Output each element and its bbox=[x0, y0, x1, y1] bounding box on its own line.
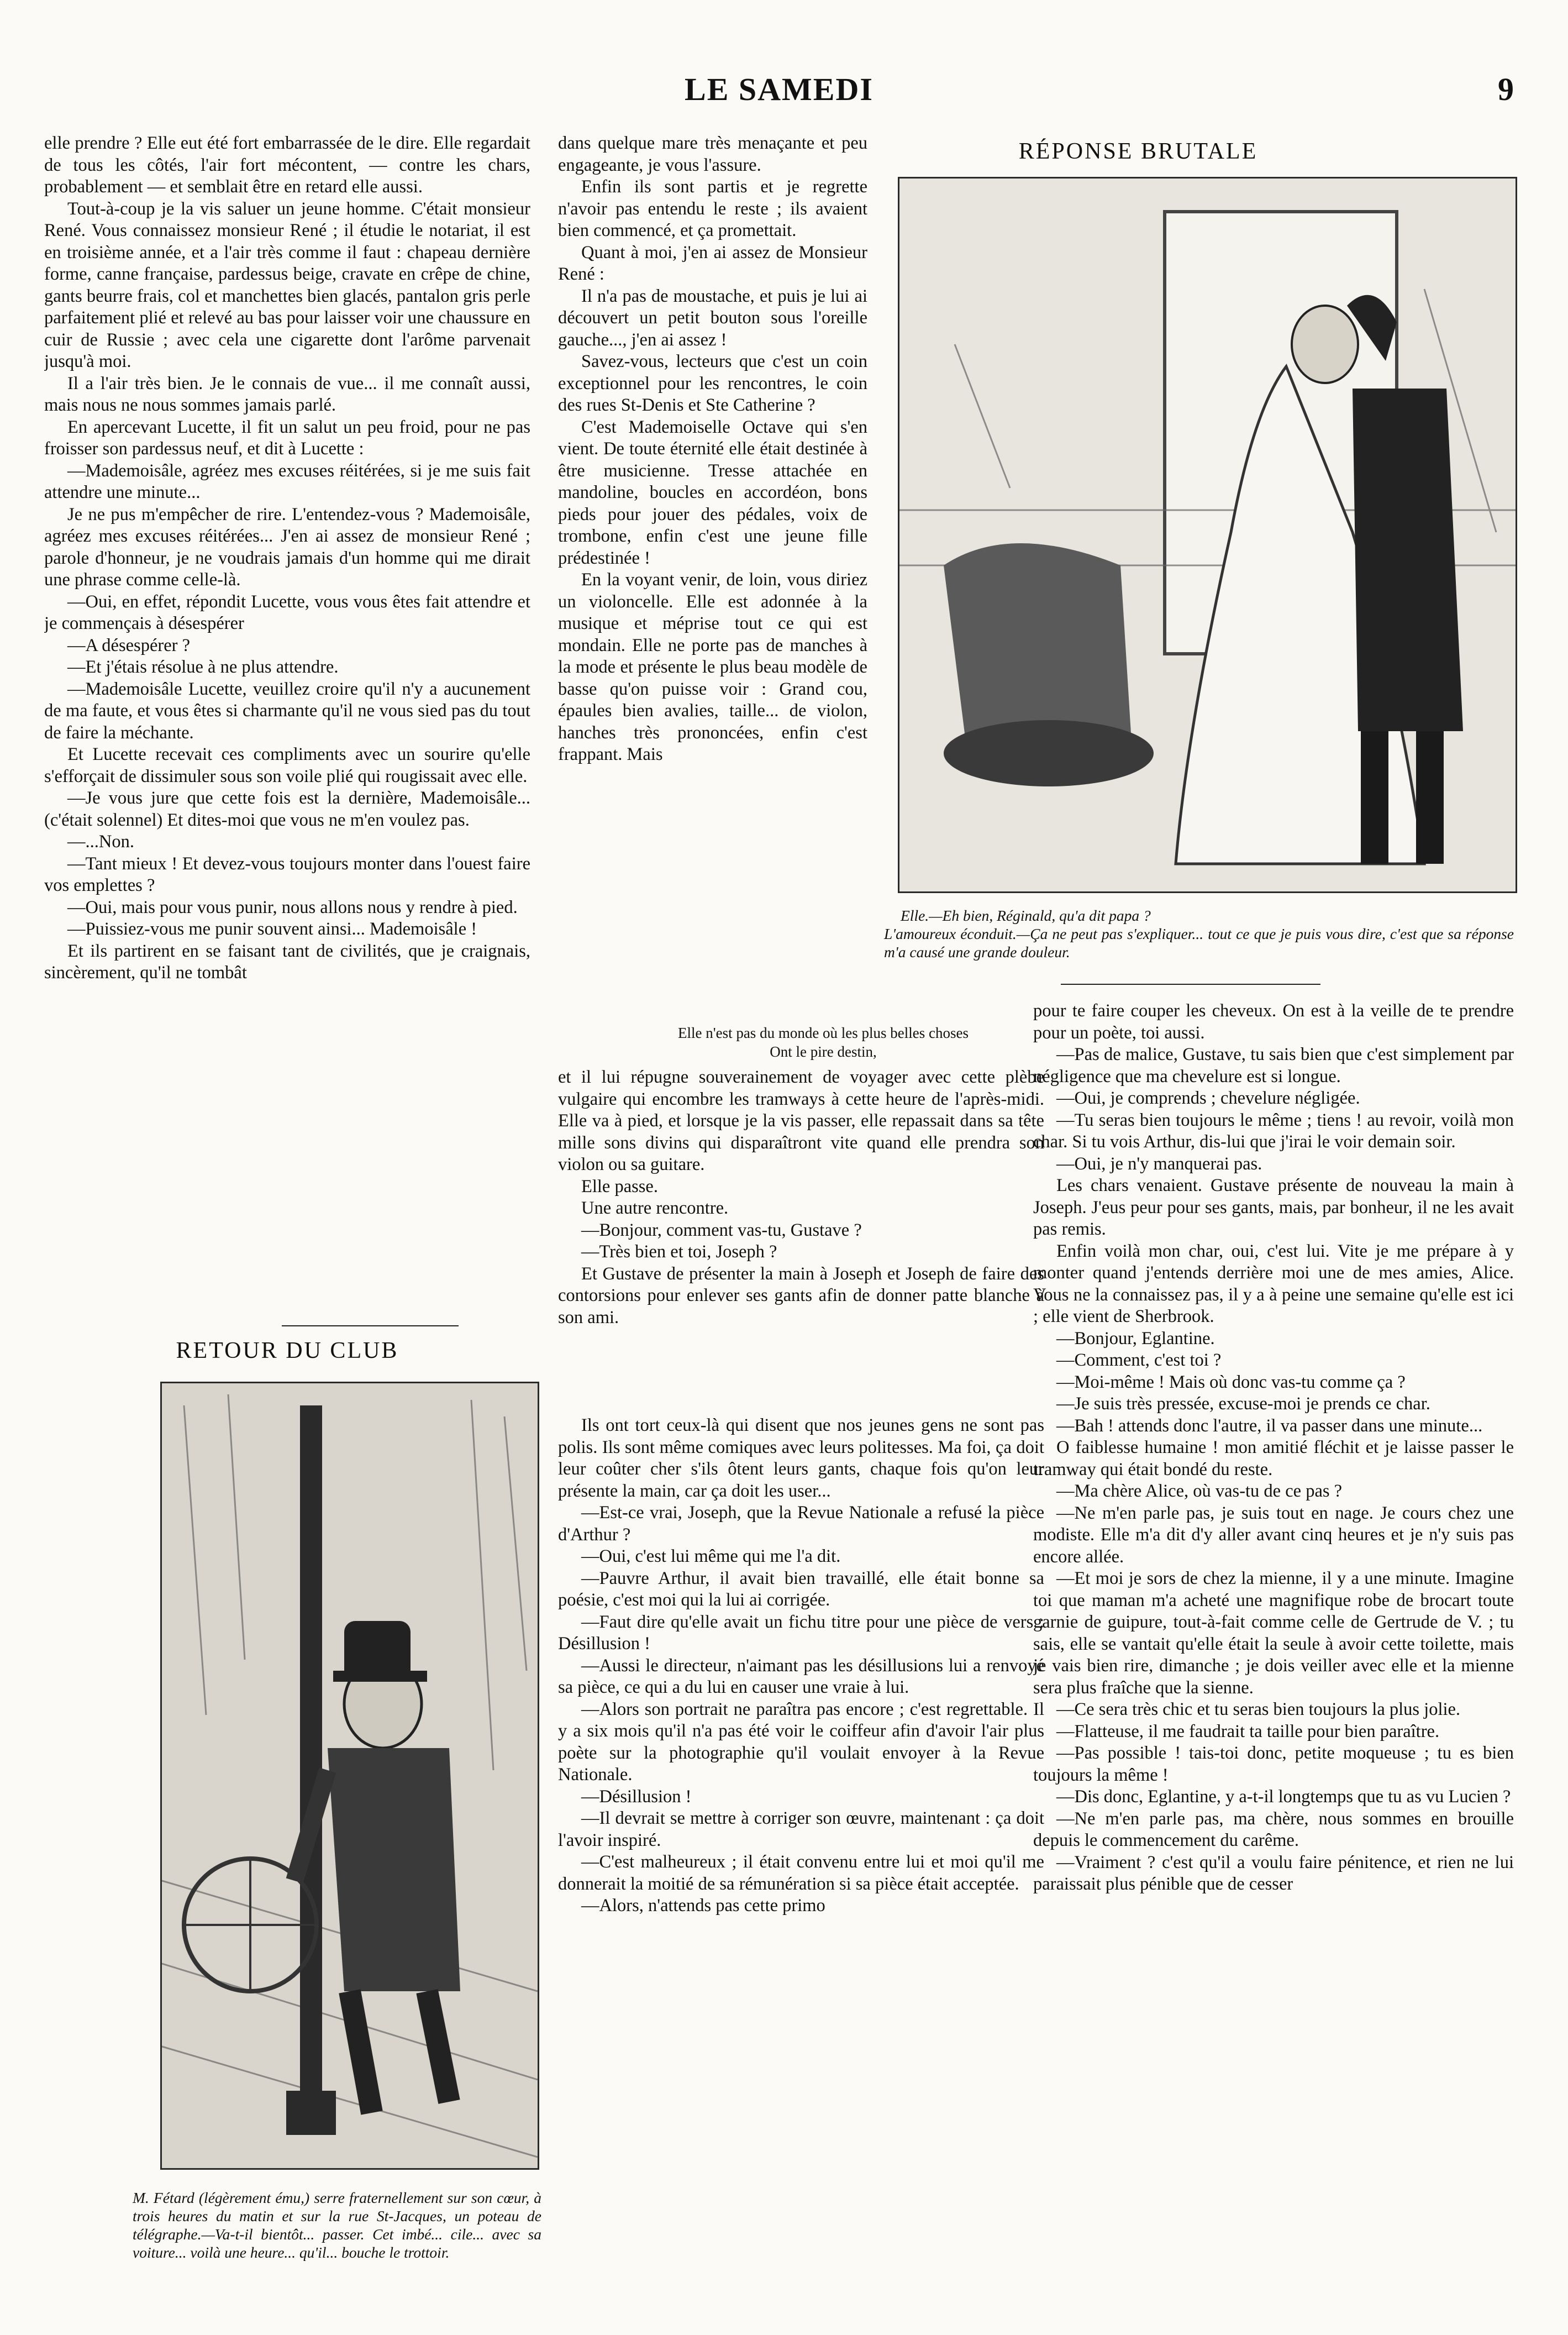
column-2-top bbox=[558, 133, 867, 1017]
paragraph: —Oui, je n'y manquerai pas. bbox=[1056, 1153, 1262, 1174]
page-number: 9 bbox=[1498, 71, 1514, 107]
paragraph: En apercevant Lucette, il fit un salut un peu froid, pour ne pas froisser son pardessus neuf, et dit à Lucette : bbox=[44, 417, 530, 459]
paragraph: —Ne m'en parle pas, ma chère, nous sommes en brouille depuis le commencement du carême. bbox=[1033, 1808, 1514, 1850]
paragraph: Il a l'air très bien. Je le connais de vue... il me connaît aussi, mais nous ne nous sommes jamais parlé. bbox=[44, 373, 530, 415]
paragraph: Ils ont tort ceux-là qui disent que nos jeunes gens ne sont pas polis. Ils sont même comiques avec leurs politesses. Ma foi, ça doit leur coûter cher s'ils ôtent leurs gants, chaque fois qu'on leur présente la main, car ça doit les user... bbox=[558, 1415, 1044, 1501]
paragraph: —Il devrait se mettre à corriger son œuvre, maintenant : ça doit l'avoir inspiré. bbox=[558, 1808, 1044, 1850]
paragraph: —Bonjour, Eglantine. bbox=[1056, 1328, 1215, 1348]
couple-embrace-drawing bbox=[899, 179, 1516, 891]
paragraph: —Désillusion ! bbox=[581, 1786, 692, 1807]
masthead bbox=[44, 71, 1514, 115]
paragraph: —Moi-même ! Mais où donc vas-tu comme ça ? bbox=[1056, 1372, 1406, 1392]
paragraph: —Je suis très pressée, excuse-moi je prends ce char. bbox=[1056, 1394, 1430, 1414]
paragraph: —Pauvre Arthur, il avait bien travaillé, elle était bonne sa poésie, c'est moi qui la lui ai corrigée. bbox=[558, 1568, 1044, 1610]
caption-line-2: L'amoureux éconduit.—Ça ne peut pas s'expliquer... tout ce que je puis vous dire, c'est que sa réponse m'a causé une grande douleur. bbox=[884, 925, 1514, 961]
paragraph: Quant à moi, j'en ai assez de Monsieur René : bbox=[558, 242, 867, 284]
paragraph: —Je vous jure que cette fois est la dernière, Mademoisâle... (c'était solennel) Et dites-moi que vous ne m'en voulez pas. bbox=[44, 788, 530, 830]
paragraph: Enfin voilà mon char, oui, c'est lui. Vite je me prépare à y monter quand j'entends derrière moi une de mes amies, Alice. Vous ne la connaissez pas, il y a à peine une semaine qu'elle est ici ; elle vient de Sherbrook. bbox=[1033, 1241, 1514, 1326]
paragraph: —...Non. bbox=[67, 832, 134, 852]
paragraph: Tout-à-coup je la vis saluer un jeune homme. C'était monsieur René. Vous connaissez monsieur René ; il étudie le notariat, il est en troisième année, et a l'air très comme il faut : chapeau dernière forme, canne française, pardessus beige, cravate en crêpe de chine, gants beurre frais, col et manchettes bien glacés, pantalon gris perle parfaitement plié et relevé au bas pour laisser voir une chaussure en cuir de Russie ; avec cela une cigarette dont l'arôme parvenait jusqu'à moi. bbox=[44, 198, 530, 371]
paragraph: En la voyant venir, de loin, vous diriez un violoncelle. Elle est adonnée à la musique et méprise tout ce qui est mondain. Elle ne porte pas de manches à la mode et présente le plus beau modèle de basse qu'on puisse voir : Grand cou, épaules bien avalies, taille... de violon, hanches très prononcées, enfin c'est frappant. Mais bbox=[558, 570, 867, 764]
paragraph: —Ne m'en parle pas, je suis tout en nage. Je cours chez une modiste. Elle m'a dit d'y aller avant cinq heures et je n'y suis pas encore allée. bbox=[1033, 1503, 1514, 1567]
paragraph: —Ma chère Alice, où vas-tu de ce pas ? bbox=[1056, 1481, 1343, 1501]
paragraph: —Et moi je sors de chez la mienne, il y a une minute. Imagine toi que maman m'a acheté une magnifique robe de brocart toute garnie de guipure, tout-à-fait comme celle de Gertrude de V. ; tu sais, elle se vantait qu'elle était la seule à avoir cette toilette, mais je vais bien rire, dimanche ; je dois veiller avec elle et la mienne sera plus fraîche que la sienne. bbox=[1033, 1568, 1514, 1698]
paragraph: C'est Mademoiselle Octave qui s'en vient. De toute éternité elle était destinée à être musicienne. Tresse attachée en mandoline, boucles en accordéon, bons pieds pour jouer des pédales, voix de trombone, enfin c'est une jeune fille prédestinée ! bbox=[558, 417, 867, 568]
paragraph: et il lui répugne souverainement de voyager avec cette plèbe vulgaire qui encombre les tramways à cette heure de l'après-midi. Elle va à pied, et lorsque je la vis passer, elle repassait dans sa tête mille sons divins qui disparaîtront vite quand elle prendra son violon ou sa guitare. bbox=[558, 1067, 1044, 1174]
paragraph: —Aussi le directeur, n'aimant pas les désillusions lui a renvoyé sa pièce, ce qui a du lui en causer une vraie à lui. bbox=[558, 1655, 1044, 1697]
column-1 bbox=[44, 133, 530, 1332]
paragraph: —Oui, je comprends ; chevelure négligée. bbox=[1056, 1088, 1360, 1108]
paragraph: Et Gustave de présenter la main à Joseph et Joseph de faire des contorsions pour enlever ses gants afin de donner patte blanche à son ami. bbox=[558, 1263, 1044, 1327]
paragraph: —Pas de malice, Gustave, tu sais bien que c'est simplement par négligence que ma chevelure est si longue. bbox=[1033, 1045, 1514, 1087]
paragraph: —Vraiment ? c'est qu'il a voulu faire pénitence, et rien ne lui paraissait plus pénible que de cesser bbox=[1033, 1852, 1514, 1894]
column-4 bbox=[1033, 1000, 1514, 2316]
paragraph: —Comment, c'est toi ? bbox=[1056, 1350, 1222, 1370]
paragraph: —Est-ce vrai, Joseph, que la Revue Nationale a refusé la pièce d'Arthur ? bbox=[558, 1503, 1044, 1545]
heading-retour-du-club: RETOUR DU CLUB bbox=[176, 1338, 399, 1363]
paragraph: —Ce sera très chic et tu seras bien toujours la plus jolie. bbox=[1056, 1699, 1461, 1719]
paragraph: —C'est malheureux ; il était convenu entre lui et moi qu'il me donnerait la moitié de sa rémunération si sa pièce était acceptée. bbox=[558, 1852, 1044, 1894]
paragraph: —Alors, n'attends pas cette primo bbox=[581, 1896, 825, 1916]
paragraph: dans quelque mare très menaçante et peu engageante, je vous l'assure. bbox=[558, 133, 867, 175]
paragraph: —Tu seras bien toujours le même ; tiens ! au revoir, voilà mon char. Si tu vois Arthur, dis-lui que j'irai le voir demain soir. bbox=[1033, 1110, 1514, 1152]
section-divider-right bbox=[1061, 984, 1320, 985]
newspaper-title: LE SAMEDI bbox=[685, 71, 874, 107]
paragraph: —Oui, en effet, répondit Lucette, vous vous êtes fait attendre et je commençais à désespérer bbox=[44, 591, 530, 633]
paragraph: —Mademoisâle, agréez mes excuses réitérées, si je me suis fait attendre une minute... bbox=[44, 460, 530, 502]
paragraph: O faiblesse humaine ! mon amitié fléchit et je laisse passer le tramway qui était bondé du reste. bbox=[1033, 1437, 1514, 1479]
paragraph: Je ne pus m'empêcher de rire. L'entendez-vous ? Mademoisâle, agréez mes excuses réitérées... J'en ai assez de monsieur René ; parole d'honneur, je ne voudrais jamais d'un homme qui me dirait une phrase comme celle-là. bbox=[44, 504, 530, 590]
paragraph: Enfin ils sont partis et je regrette n'avoir pas entendu le reste ; ils avaient bien commencé, et ça promettait. bbox=[558, 177, 867, 240]
section-divider bbox=[282, 1325, 459, 1326]
paragraph: —Bonjour, comment vas-tu, Gustave ? bbox=[581, 1220, 862, 1240]
illustration-retour-du-club bbox=[160, 1382, 539, 2170]
paragraph: —Tant mieux ! Et devez-vous toujours monter dans l'ouest faire vos emplettes ? bbox=[44, 853, 530, 895]
paragraph: —Et j'étais résolue à ne plus attendre. bbox=[67, 657, 339, 677]
paragraph: Savez-vous, lecteurs que c'est un coin exceptionnel pour les rencontres, le coin des rues St-Denis et Ste Catherine ? bbox=[558, 351, 867, 415]
paragraph: —Alors son portrait ne paraîtra pas encore ; c'est regrettable. Il y a six mois qu'il n'a pas été voir le coiffeur afin d'avoir l'air plus poète sur la photographie qu'il voulait envoyer à la Revue Nationale. bbox=[558, 1699, 1044, 1785]
paragraph: Et ils partirent en se faisant tant de civilités, que je craignais, sincèrement, qu'il ne tombât bbox=[44, 941, 530, 983]
paragraph: —A désespérer ? bbox=[67, 635, 190, 655]
paragraph: —Oui, mais pour vous punir, nous allons nous y rendre à pied. bbox=[67, 897, 518, 917]
paragraph: Et Lucette recevait ces compliments avec un sourire qu'elle s'efforçait de dissimuler sous son voile plié qui rougissait avec elle. bbox=[44, 744, 530, 786]
paragraph: —Dis donc, Eglantine, y a-t-il longtemps que tu as vu Lucien ? bbox=[1056, 1787, 1511, 1807]
column-2-bottom bbox=[558, 1067, 1044, 1409]
paragraph: —Faut dire qu'elle avait un fichu titre pour une pièce de vers : Désillusion ! bbox=[558, 1612, 1044, 1654]
column-3 bbox=[558, 1415, 1044, 2310]
paragraph: —Flatteuse, il me faudrait ta taille pour bien paraître. bbox=[1056, 1721, 1440, 1741]
paragraph: —Oui, c'est lui même qui me l'a dit. bbox=[581, 1546, 841, 1566]
verse-line: Ont le pire destin, bbox=[770, 1043, 877, 1060]
paragraph: pour te faire couper les cheveux. On est à la veille de te prendre pour un poète, toi aussi. bbox=[1033, 1001, 1514, 1043]
caption-reponse-brutale bbox=[884, 906, 1514, 961]
paragraph: —Bah ! attends donc l'autre, il va passer dans une minute... bbox=[1056, 1415, 1483, 1436]
paragraph: —Mademoisâle Lucette, veuillez croire qu'il n'y a aucunement de ma faute, et vous êtes si charmante qu'il ne vous sied pas du tout de faire la méchante. bbox=[44, 679, 530, 743]
drunk-man-lamppost-drawing bbox=[162, 1383, 538, 2168]
verse-quote bbox=[558, 1024, 1088, 1061]
verse-line: Elle n'est pas du monde où les plus belles choses bbox=[677, 1025, 969, 1041]
paragraph: elle prendre ? Elle eut été fort embarrassée de le dire. Elle regardait de tous les côtés, l'air fort mécontent, — contre les chars, probablement — et semblait être en retard elle aussi. bbox=[44, 133, 530, 197]
caption-line-1: Elle.—Eh bien, Réginald, qu'a dit papa ? bbox=[901, 907, 1151, 924]
caption-text: M. Fétard (légèrement ému,) serre fraternellement sur son cœur, à trois heures du matin et sur la rue St-Jacques, un poteau de télégraphe.—Va-t-il bientôt... passer. Cet imbé... cile... avec sa voiture... voilà une heure... qu'il... bouche le trottoir. bbox=[133, 2189, 541, 2261]
paragraph: —Très bien et toi, Joseph ? bbox=[581, 1242, 777, 1262]
paragraph: Une autre rencontre. bbox=[581, 1198, 729, 1218]
illustration-reponse-brutale bbox=[898, 177, 1517, 893]
paragraph: Il n'a pas de moustache, et puis je lui ai découvert un petit bouton sous l'oreille gauche..., j'en ai assez ! bbox=[558, 286, 867, 350]
paragraph: Les chars venaient. Gustave présente de nouveau la main à Joseph. J'eus peur pour ses gants, mais, par bonheur, il ne les avait pas remis. bbox=[1033, 1176, 1514, 1239]
caption-retour-du-club bbox=[133, 2189, 541, 2261]
paragraph: Elle passe. bbox=[581, 1176, 658, 1197]
heading-reponse-brutale: RÉPONSE BRUTALE bbox=[1018, 139, 1258, 164]
paragraph: —Pas possible ! tais-toi donc, petite moqueuse ; tu es bien toujours la même ! bbox=[1033, 1743, 1514, 1785]
paragraph: —Puissiez-vous me punir souvent ainsi... Mademoisâle ! bbox=[67, 919, 477, 939]
